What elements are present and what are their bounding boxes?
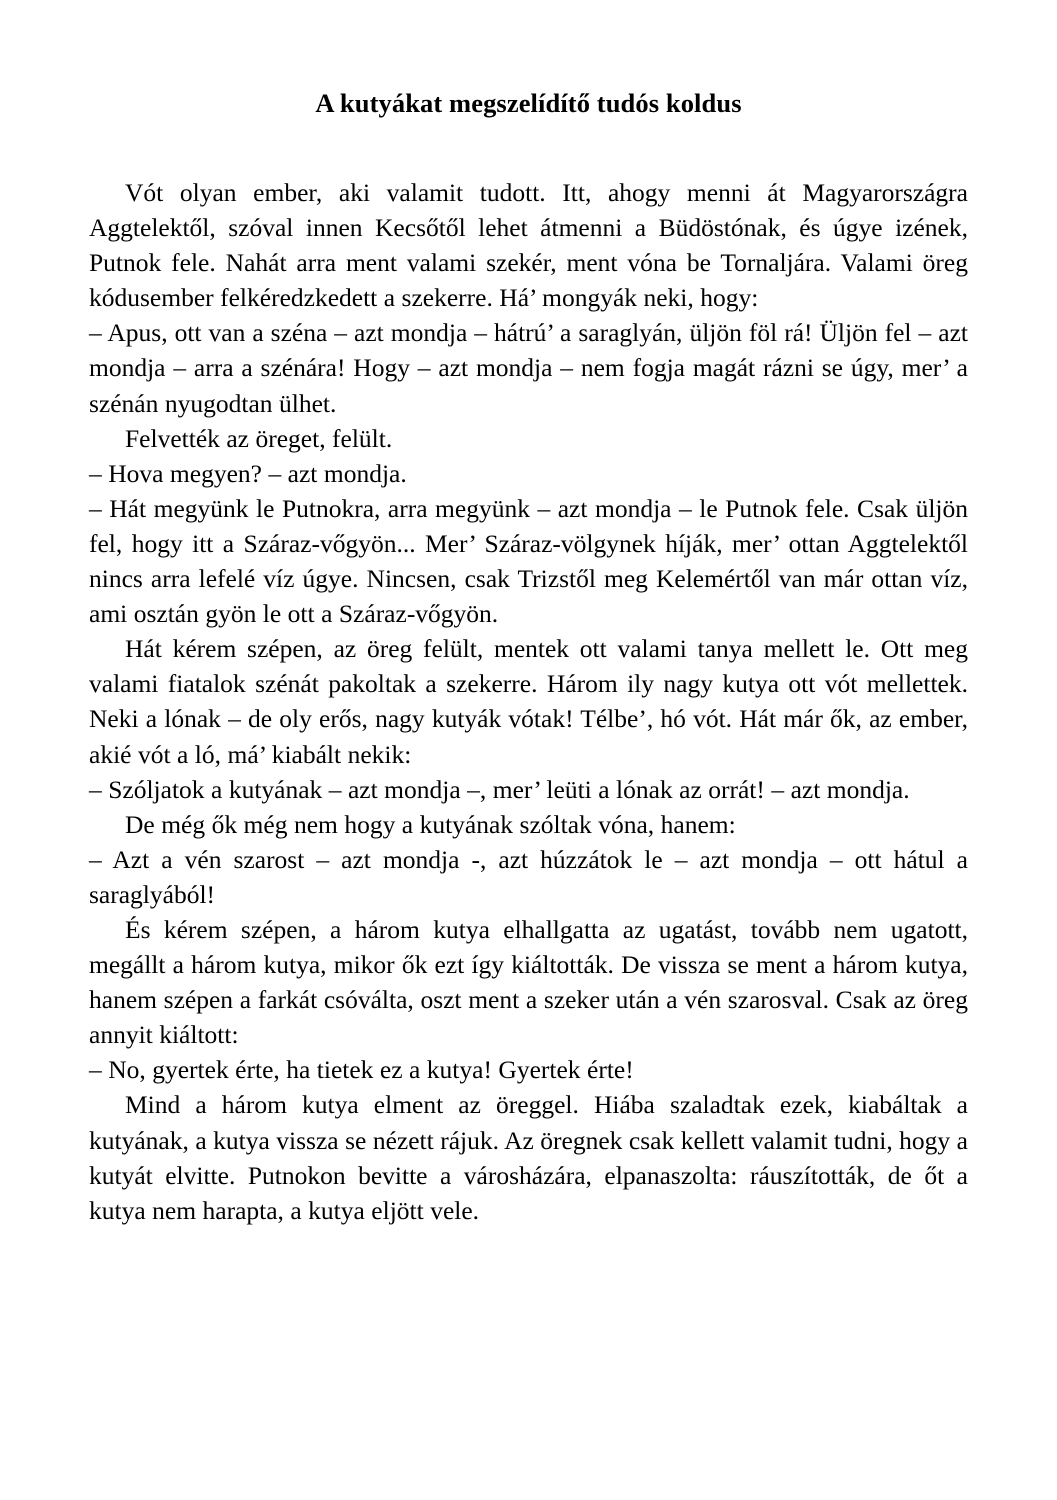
dialogue-line: – Szóljatok a kutyának – azt mondja –, mer’ leüti a lónak az orrát! – azt mondja.: [89, 774, 910, 804]
dialogue-line: – Hova megyen? – azt mondja.: [89, 458, 407, 488]
dialogue-line: – No, gyertek érte, ha tietek ez a kutya! Gyertek érte!: [89, 1055, 634, 1085]
text-column: [89, 0, 968, 1228]
paragraph: Vót olyan ember, aki valamit tudott. Itt, ahogy menni át Magyarországra Aggtelektől, szóval innen Kecsőtől lehet átmenni a Büdöstónak, és úgye izének, Putnok fele. Nahát arra ment valami szekér, ment vóna be Tornaljára. Valami öreg kódusember felkéredzkedett a szekerre. Há’ mongyák neki, hogy:: [89, 178, 968, 313]
paragraph: És kérem szépen, a három kutya elhallgatta az ugatást, tovább nem ugatott, megállt a három kutya, mikor ők ezt így kiáltották. De vissza se ment a három kutya, hanem szépen a farkát csóválta, oszt ment a szeker után a vén szarosval. Csak az öreg annyit kiáltott:: [89, 914, 968, 1050]
paragraph: Mind a három kutya elment az öreggel. Hiába szaladtak ezek, kiabáltak a kutyának, a kutya vissza se nézett rájuk. Az öregnek csak kellett valamit tudni, hogy a kutyát elvitte. Putnokon bevitte a városházára, elpanaszolta: ráuszították, de őt a kutya nem harapta, a kutya eljött vele.: [89, 1090, 968, 1225]
paragraph: Felvették az öreget, felült.: [125, 423, 393, 453]
paragraph: Hát kérem szépen, az öreg felült, mentek ott valami tanya mellett le. Ott meg valami fiatalok szénát pakoltak a szekerre. Három ily nagy kutya ott vót mellettek. Neki a lónak – de oly erős, nagy kutyák vótak! Télbe’, hó vót. Hát már ők, az ember, akié vót a ló, má’ kiabált nekik:: [89, 634, 968, 769]
dialogue-line: – Hát megyünk le Putnokra, arra megyünk – azt mondja – le Putnok fele. Csak üljön fel, hogy itt a Száraz-vőgyön... Mer’ Száraz-völgynek híják, mer’ ottan Aggtelektől nincs arra lefelé víz úgye. Nincsen, csak Trizstől meg Kelemértől van már ottan víz, ami osztán gyön le ott a Száraz-vőgyön.: [89, 493, 968, 629]
page-title: A kutyákat megszelídítő tudós koldus: [315, 88, 742, 118]
dialogue-line: – Azt a vén szarost – azt mondja -, azt húzzátok le – azt mondja – ott hátul a saraglyából!: [89, 844, 968, 909]
paragraph: De még ők még nem hogy a kutyának szóltak vóna, hanem:: [125, 809, 736, 839]
body-text: [89, 120, 968, 1228]
dialogue-line: – Apus, ott van a széna – azt mondja – hátrú’ a saraglyán, üljön föl rá! Üljön fel – azt mondja – arra a szénára! Hogy – azt mondja – nem fogja magát rázni se úgy, mer’ a szénán nyugodtan ülhet.: [89, 318, 968, 418]
